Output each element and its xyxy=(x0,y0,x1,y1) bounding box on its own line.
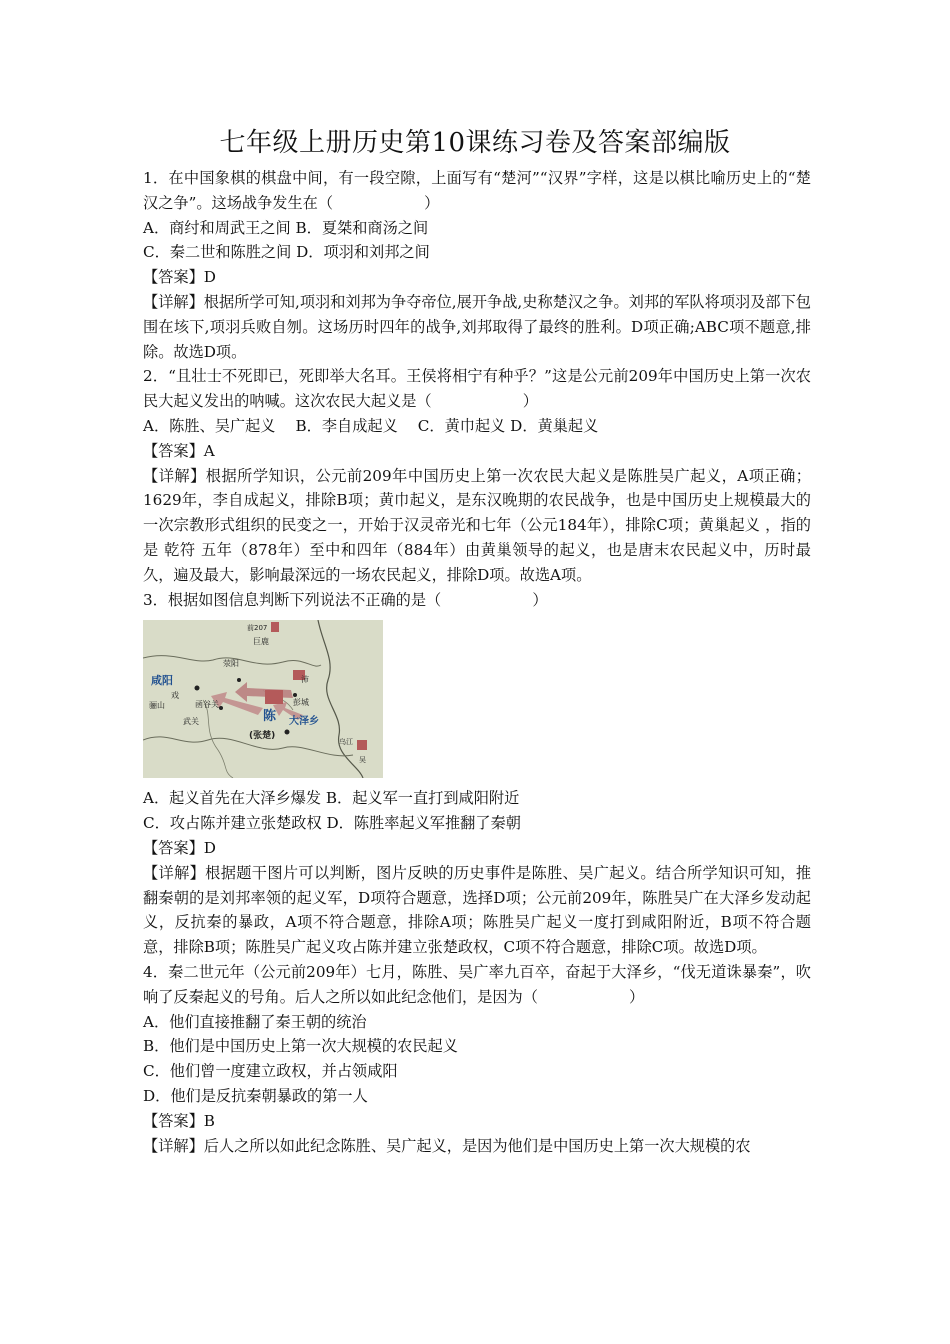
label-pengcheng: 彭城 xyxy=(293,698,309,708)
q4-option-c: C．他们曾一度建立政权，并占领咸阳 xyxy=(143,1062,398,1081)
label-wu: 吴 xyxy=(359,756,366,765)
label-xianyang: 咸阳 xyxy=(151,674,173,688)
q4-option-a: A．他们直接推翻了秦王朝的统治 xyxy=(143,1012,367,1031)
label-wujiang: 乌江 xyxy=(339,738,353,747)
hanguguan-marker xyxy=(219,706,223,710)
q3-options-cd: C．攻占陈并建立张楚政权 D．陈胜率起义军推翻了秦朝 xyxy=(143,814,521,833)
xingyang-marker xyxy=(237,678,241,682)
q2-detail: 【详解】根据所学知识，公元前209年中国历史上第一次农民大起义是陈胜吴广起义，A项正确；1629年，李自成起义，排除B项；黄巾起义，是东汉晚期的农民战争，也是中国历史上规模最大的一次宗教形式组织的民变之一，开始于汉灵帝光和七年（公元184年），排除C项；黄巢起义 ，指的是 乾符 五年（878年）至中和四年（884年）由黄巢领导的起义，也是唐末农民起义中，历时最久，遍及最大，影响最深远的一场农民起义，排除D项。故选A项。 xyxy=(143,466,811,584)
wu-marker xyxy=(357,740,367,750)
chen-territory xyxy=(265,690,283,704)
q4-detail: 【详解】后人之所以如此纪念陈胜、吴广起义，是因为他们是中国历史上第一次大规模的农 xyxy=(143,1136,751,1155)
label-lishan: 骊山 xyxy=(149,701,165,711)
q2-stem: 2．“且壮士不死即已，死即举大名耳。王侯将相宁有种乎？”这是公元前209年中国历史上第一次农民大起义发出的呐喊。这次农民大起义是（ ） xyxy=(143,367,811,411)
dazexiang-marker xyxy=(285,730,290,735)
page-title: 七年级上册历史第10课练习卷及答案部编版 xyxy=(219,128,731,158)
label-chen: 陈 xyxy=(263,709,277,725)
pengcheng-marker xyxy=(293,693,297,697)
q4-option-b: B．他们是中国历史上第一次大规模的农民起义 xyxy=(143,1037,458,1056)
q1-stem: 1．在中国象棋的棋盘中间，有一段空隙，上面写有“楚河”“汉界”字样，这是以棋比喻历史上的“楚汉之争”。这场战争发生在（ ） xyxy=(143,169,811,212)
q1-options-cd: C．秦二世和陈胜之间 D．项羽和刘邦之间 xyxy=(143,243,430,262)
uprising-map xyxy=(143,620,383,778)
q3-options-ab: A．起义首先在大泽乡爆发 B．起义军一直打到咸阳附近 xyxy=(143,789,520,808)
label-pei: 沛 xyxy=(301,675,309,685)
q4-option-d: D．他们是反抗秦朝暴政的第一人 xyxy=(143,1086,368,1105)
q3-stem: 3．根据如图信息判断下列说法不正确的是（ ） xyxy=(143,590,548,609)
xianyang-marker xyxy=(195,686,200,691)
q1-detail: 【详解】根据所学可知,项羽和刘邦为争夺帝位,展开争战,史称楚汉之争。刘邦的军队将项羽及部下包围在垓下,项羽兵败自刎。这场历时四年的战争,刘邦取得了最终的胜利。D项正确;ABC项不题意,排除。故选D项。 xyxy=(143,292,811,361)
q2-answer: 【答案】A xyxy=(143,441,215,460)
q4-answer: 【答案】B xyxy=(143,1111,215,1130)
label-year: 前207 xyxy=(247,624,268,633)
q1-options-ab: A．商纣和周武王之间 B．夏桀和商汤之间 xyxy=(143,218,429,237)
q1-answer: 【答案】D xyxy=(143,268,216,287)
label-hanguguan: 函谷关 xyxy=(195,700,219,710)
label-dazexiang: 大泽乡 xyxy=(289,716,319,728)
label-xingyang: 荥阳 xyxy=(223,659,239,669)
q3-detail: 【详解】根据题干图片可以判断，图片反映的历史事件是陈胜、吴广起义。结合所学知识可知，推翻秦朝的是刘邦率领的起义军，D项符合题意，选择D项；公元前209年，陈胜吴广在大泽乡发动起义，反抗秦的暴政，A项不符合题意，排除A项；陈胜吴广起义一度打到咸阳附近，B项不符合题意，排除B项；陈胜吴广起义攻占陈并建立张楚政权，C项不符合题意，排除C项。故选D项。 xyxy=(143,863,811,957)
q4-stem: 4．秦二世元年（公元前209年）七月，陈胜、吴广率九百卒，奋起于大泽乡，“伐无道诛暴秦”，吹响了反秦起义的号角。后人之所以如此纪念他们，是因为（ ） xyxy=(143,962,811,1006)
document-body xyxy=(143,166,811,1158)
label-zhangchu: (张楚) xyxy=(249,731,276,742)
label-xi: 戏 xyxy=(171,691,179,701)
label-wuguan: 武关 xyxy=(183,717,199,727)
label-julu: 巨鹿 xyxy=(253,637,269,647)
julu-marker xyxy=(271,622,279,632)
q2-options: A．陈胜、吴广起义 B．李自成起义 C．黄巾起义 D．黄巢起义 xyxy=(143,416,599,435)
q3-answer: 【答案】D xyxy=(143,838,216,857)
